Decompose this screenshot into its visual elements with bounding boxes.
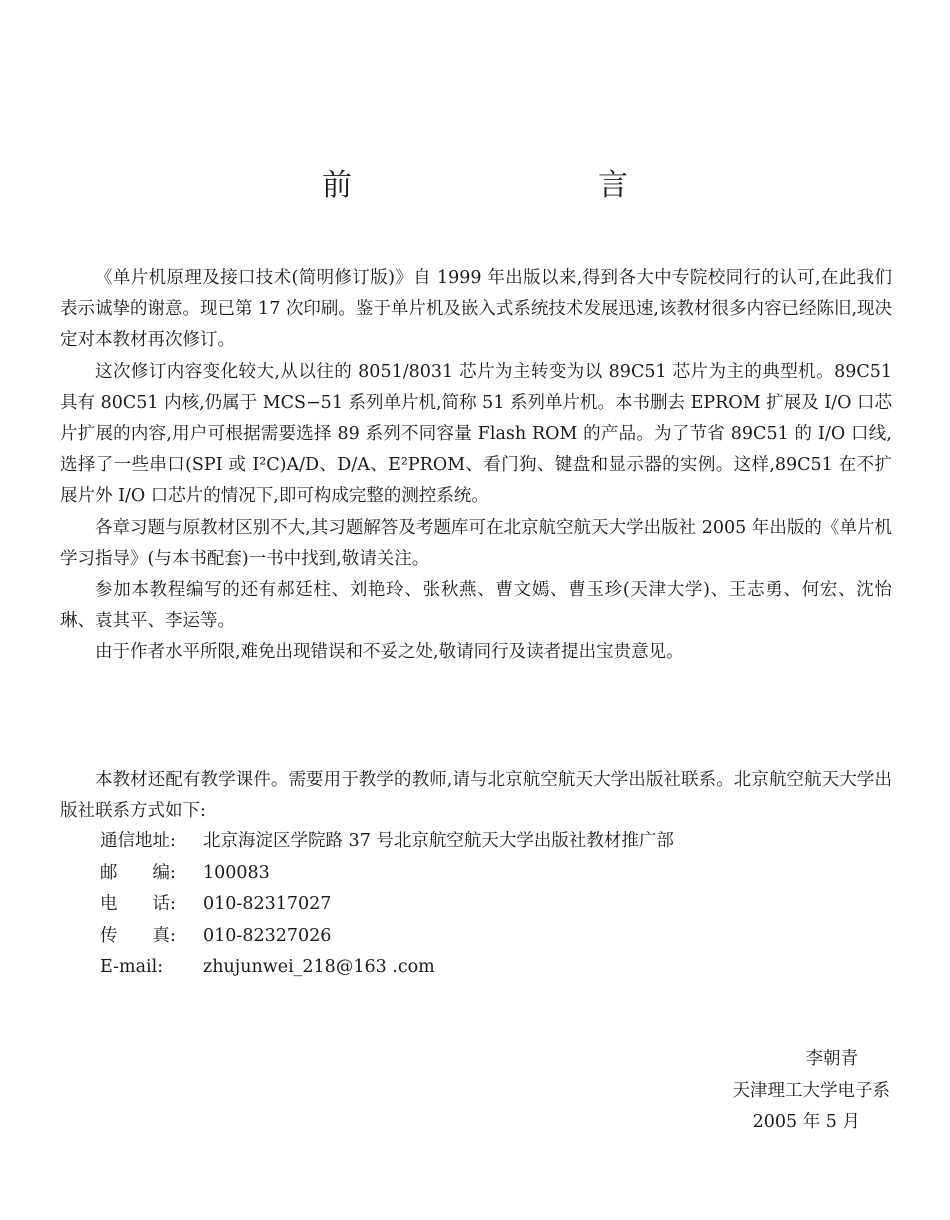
author-affiliation: 天津理工大学电子系	[732, 1080, 890, 1101]
signature-block	[733, 1044, 891, 1139]
preface-paragraph: 各章习题与原教材区别不大,其习题解答及考题库可在北京航空航天大学出版社 2005 年出版的《单片机学习指导》(与本书配套)一书中找到,敬请关注。	[60, 517, 892, 569]
preface-paragraph: 由于作者水平所限,难免出现错误和不妥之处,敬请同行及读者提出宝贵意见。	[95, 642, 684, 663]
fax-label: 传 真:	[100, 925, 176, 946]
address-value: 北京海淀区学院路 37 号北京航空航天大学出版社教材推广部	[203, 831, 674, 851]
email-value: zhujunwei_218@163 .com	[203, 957, 435, 977]
address-label: 通信地址:	[100, 831, 176, 851]
courseware-note	[60, 765, 892, 827]
preface-paragraph: 这次修订内容变化较大,从以往的 8051/8031 芯片为主转变为以 89C51 芯片为主的典型机。89C51 具有 80C51 内核,仍属于 MCS−51 系列单片机,简称 51 系列单片机。本书删去 EPROM 扩展及 I/O 口芯片扩展的内容,用户可根据需要选择 89 系列不同容量 Flash ROM 的产品。为了节省 89C51 的 I/O 口线,选择了一些串口(SPI 或 I²C)A/D、D/A、E²PROM、看门狗、键盘和显示器的实例。这样,89C51 在不扩展片外 I/O 口芯片的情况下,即可构成完整的测控系统。	[60, 361, 892, 507]
phone-label: 电 话:	[100, 894, 176, 914]
phone-value: 010-82317027	[203, 894, 332, 914]
postcode-value: 100083	[203, 862, 270, 883]
preface-paragraph: 《单片机原理及接口技术(简明修订版)》自 1999 年出版以来,得到各大中专院校同行的认可,在此我们表示诚挚的谢意。现已第 17 次印刷。鉴于单片机及嵌入式系统技术发展迅速,该教材很多内容已经陈旧,现决定对本教材再次修订。	[60, 268, 893, 351]
preface-body	[60, 263, 892, 669]
preface-paragraph: 参加本教程编写的还有郝廷柱、刘艳玲、张秋燕、曹文嫣、曹玉珍(天津大学)、王志勇、何宏、沈怡琳、袁其平、李运等。	[60, 580, 892, 632]
email-label: E-mail:	[100, 957, 164, 977]
postcode-label: 邮 编:	[100, 862, 176, 883]
signature-date: 2005 年 5 月	[752, 1112, 860, 1132]
author-name: 李朝青	[805, 1049, 858, 1069]
fax-value: 010-82327026	[203, 925, 332, 946]
contact-postcode-row	[100, 858, 674, 890]
page-title: 前 言	[322, 168, 690, 203]
contact-phone-row	[100, 889, 674, 921]
contact-info	[100, 826, 674, 984]
contact-fax-row	[100, 921, 674, 953]
contact-address-row	[100, 826, 674, 858]
contact-email-row	[100, 952, 674, 984]
courseware-note-text: 本教材还配有教学课件。需要用于教学的教师,请与北京航空航天大学出版社联系。北京航空航天大学出版社联系方式如下:	[60, 770, 892, 822]
